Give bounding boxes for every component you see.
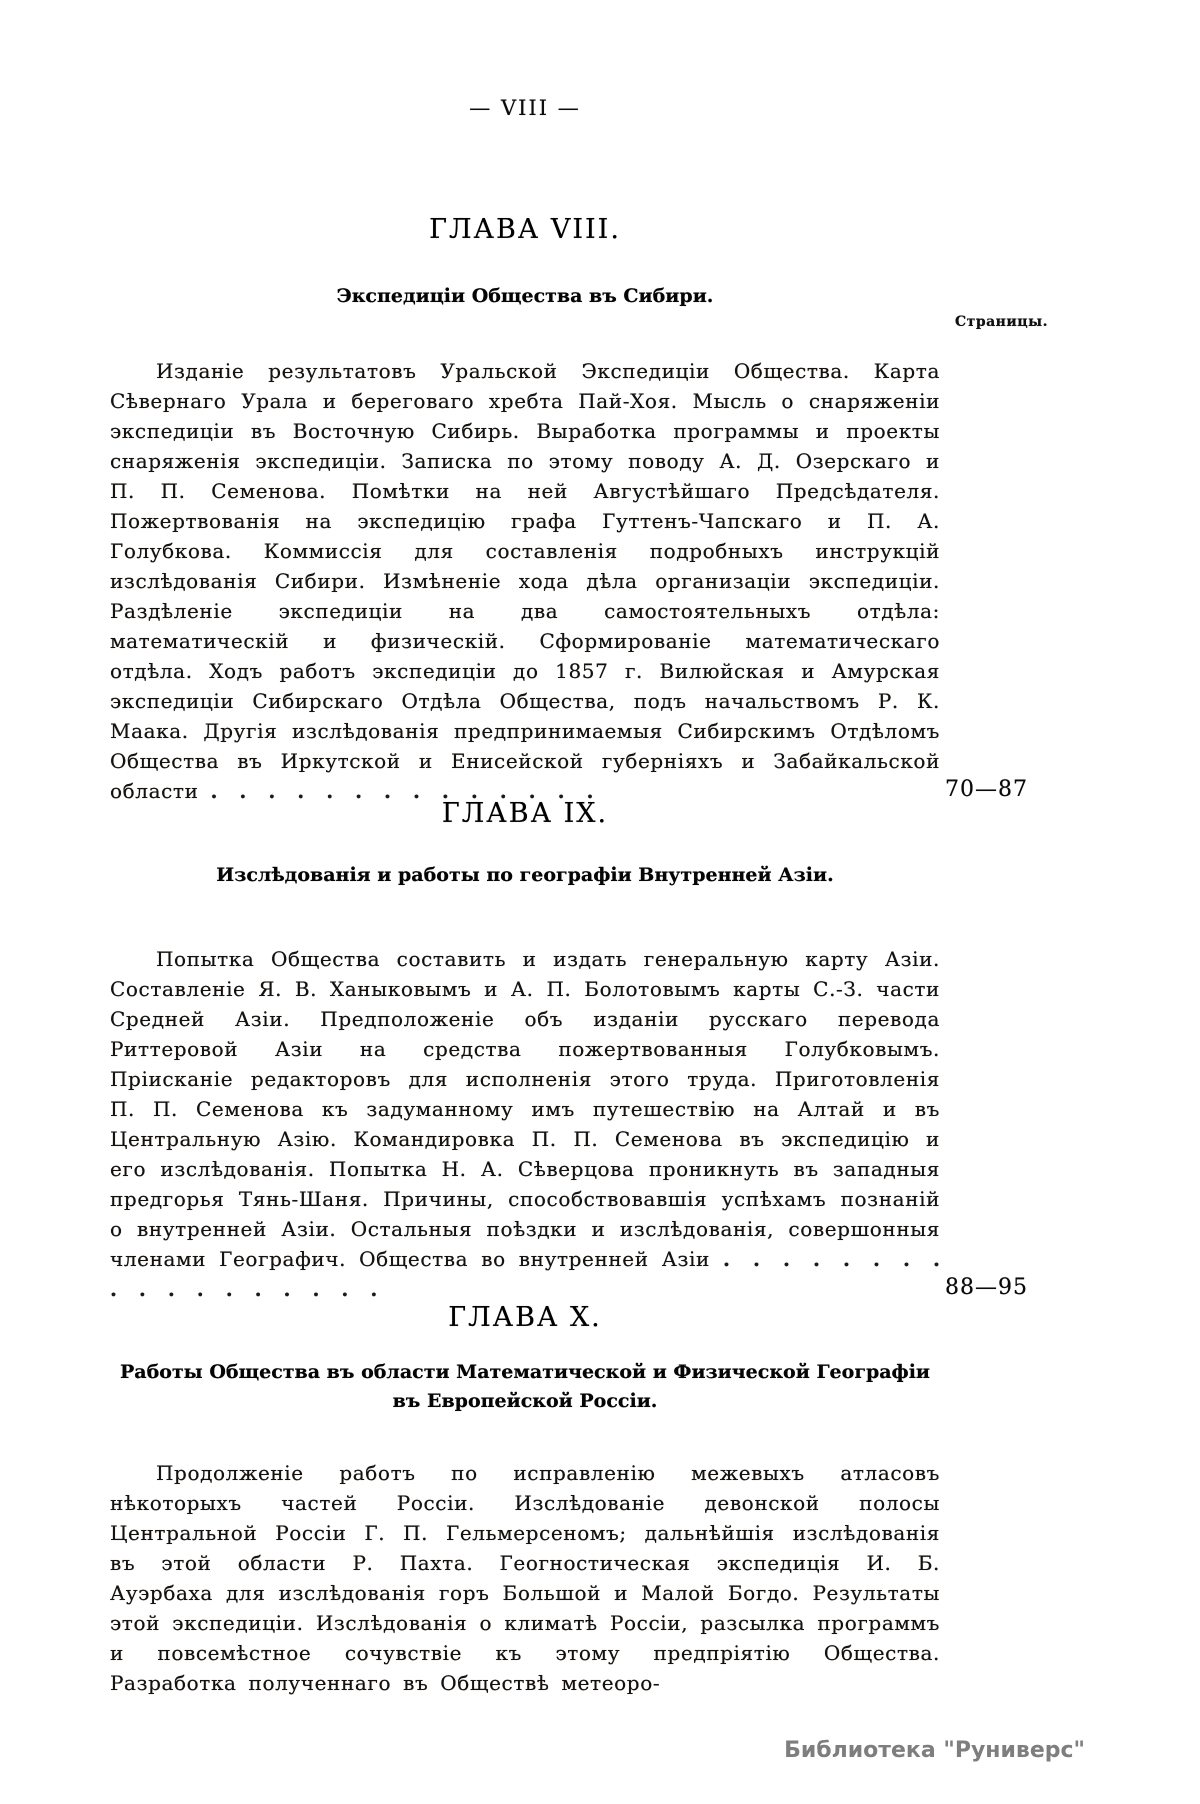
page-folio: — VIII —: [469, 96, 581, 120]
chapter-9-page-range: 88—95: [945, 1275, 1028, 1300]
chapter-8-subtitle: Экспедиціи Общества въ Сибири.: [336, 285, 714, 307]
chapter-9-subtitle: Изслѣдованія и работы по географіи Внутренней Азіи.: [216, 864, 834, 886]
chapter-8-page-range: 70—87: [945, 777, 1028, 802]
chapter-10-summary-text: Продолженіе работъ по исправленію межевыхъ атласовъ нѣкоторыхъ частей Россіи. Изслѣдованіе девонской полосы Центральной Россіи Г. П. Гельмерсеномъ; дальнѣйшія изслѣдованія въ этой области Р. Пахта. Геогностическая экспедиція И. Б. Ауэрбаха для изслѣдованія горъ Большой и Малой Богдо. Результаты этой экспедиціи. Изслѣдованія о климатѣ Россіи, разсылка программъ и повсемѣстное сочувствіе къ этому предпріятію Общества. Разработка полученнаго въ Обществѣ метеоро-: [110, 1461, 940, 1695]
chapter-8-heading: ГЛАВА VIII.: [429, 214, 621, 245]
chapter-10-heading: ГЛАВА X.: [448, 1302, 602, 1333]
chapter-10-subtitle: Работы Общества въ области Математической и Физической Географіи въ Европейской Россіи.: [119, 1361, 931, 1412]
dot-leader: . . . . . . . . . . . . . . . . . .: [110, 1247, 940, 1301]
chapter-9-summary-text: Попытка Общества составить и издать генеральную карту Азіи. Составленіе Я. В. Ханыковымъ и А. П. Болотовымъ карты С.-З. части Средней Азіи. Предположеніе объ изданіи русскаго перевода Риттеровой Азіи на средства пожертвованныя Голубковымъ. Пріисканіе редакторовъ для исполненія этого труда. Приготовленія П. П. Семенова къ задуманному имъ путешествію на Алтай и въ Центральную Азію. Командировка П. П. Семенова въ экспедицію и его изслѣдованія. Попытка Н. А. Сѣверцова проникнуть въ западныя предгорья Тянь-Шаня. Причины, способствовавшія успѣхамъ познаній о внутренней Азіи. Остальныя поѣздки и изслѣдованія, совершонныя членами Географич. Общества во внутренней Азіи: [110, 947, 940, 1271]
chapter-9-summary: [110, 944, 1028, 1304]
library-watermark: Библиотека "Руниверс": [784, 1738, 1085, 1763]
pages-column-label: Страницы.: [955, 314, 1049, 330]
chapter-10-summary: [110, 1458, 940, 1698]
chapter-8-summary: [110, 356, 1028, 806]
chapter-8-summary-text: Изданіе результатовъ Уральской Экспедиціи Общества. Карта Сѣвернаго Урала и береговаго хребта Пай-Хоя. Мысль о снаряженіи экспедиціи въ Восточную Сибирь. Выработка программы и проекты снаряженія экспедиціи. Записка по этому поводу А. Д. Озерскаго и П. П. Семенова. Помѣтки на ней Августѣйшаго Предсѣдателя. Пожертвованія на экспедицію графа Гуттенъ-Чапскаго и П. А. Голубкова. Коммиссія для составленія подробныхъ инструкцій изслѣдованія Сибири. Измѣненіе хода дѣла организаціи экспедиціи. Раздѣленіе экспедиціи на два самостоятельныхъ отдѣла: математическій и физическій. Сформированіе математическаго отдѣла. Ходъ работъ экспедиціи до 1857 г. Вилюйская и Амурская экспедиціи Сибирскаго Отдѣла Общества, подъ начальствомъ Р. К. Маака. Другія изслѣдованія предпринимаемыя Сибирскимъ Отдѣломъ Общества въ Иркутской и Енисейской губерніяхъ и Забайкальской области: [110, 359, 940, 803]
chapter-9-heading: ГЛАВА IX.: [441, 798, 609, 829]
dot-leader: . . . . . . . . . . . . . .: [210, 779, 594, 803]
